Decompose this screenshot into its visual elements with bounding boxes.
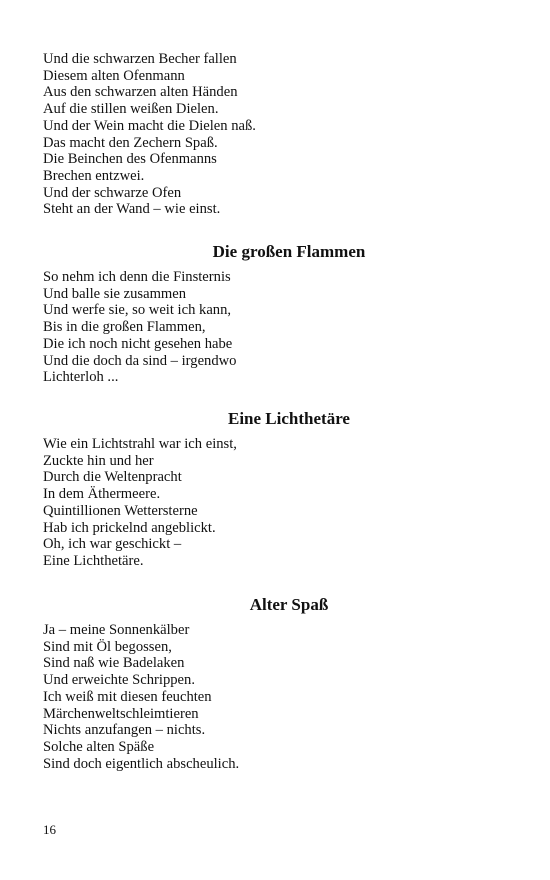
poem-3-stanza — [43, 436, 503, 570]
poem-line: Sind naß wie Badelaken — [43, 655, 185, 672]
poem-line: Und erweichte Schrippen. — [43, 672, 195, 689]
poem-line: Und die doch da sind – irgendwo — [43, 352, 237, 369]
poem-line: Bis in die großen Flammen, — [43, 319, 206, 336]
poem-line: In dem Äthermeere. — [43, 486, 161, 503]
poem-line: Sind doch eigentlich abscheulich. — [43, 755, 240, 772]
poem-line: Brechen entzwei. — [43, 167, 145, 184]
poem-line: Und der schwarze Ofen — [43, 184, 182, 201]
poem-2-stanza — [43, 269, 503, 386]
poem-line: Durch die Weltenpracht — [43, 469, 182, 486]
poem-line: Oh, ich war geschickt – — [43, 536, 182, 553]
poem-line: Wie ein Lichtstrahl war ich einst, — [43, 436, 237, 452]
poem-line: Zuckte hin und her — [43, 452, 154, 469]
poem-line: Sind mit Öl begossen, — [43, 638, 172, 655]
poem-line: Aus den schwarzen alten Händen — [43, 84, 238, 101]
poem-line: Und werfe sie, so weit ich kann, — [43, 302, 232, 319]
poem-line: Diesem alten Ofenmann — [43, 67, 185, 84]
poem-2-title: Die großen Flammen — [212, 242, 366, 261]
page-number: 16 — [43, 822, 56, 837]
poem-line: So nehm ich denn die Finsternis — [43, 269, 231, 285]
poem-line: Die Beinchen des Ofenmanns — [43, 151, 217, 168]
poem-line: Hab ich prickelnd angeblickt. — [43, 519, 216, 536]
poem-line: Ich weiß mit diesen feuchten — [43, 688, 212, 705]
poem-line: Und der Wein macht die Dielen naß. — [43, 117, 256, 134]
poem-4-stanza — [43, 622, 503, 772]
poem-line: Und die schwarzen Becher fallen — [43, 51, 237, 67]
poem-3-title: Eine Lichthetäre — [228, 409, 350, 428]
poem-line: Lichterloh ... — [43, 369, 119, 386]
poem-line: Das macht den Zechern Spaß. — [43, 134, 218, 151]
poem-1-stanza — [43, 51, 503, 218]
poem-line: Quintillionen Wettersterne — [43, 502, 198, 519]
poem-line: Märchenweltschleimtieren — [43, 705, 199, 722]
poem-line: Solche alten Späße — [43, 738, 155, 755]
poem-line: Die ich noch nicht gesehen habe — [43, 335, 233, 352]
poem-4-title: Alter Spaß — [249, 595, 329, 614]
poem-line: Ja – meine Sonnenkälber — [43, 622, 190, 638]
poem-line: Steht an der Wand – wie einst. — [43, 201, 221, 218]
poem-line: Nichts anzufangen – nichts. — [43, 722, 206, 739]
poem-line: Auf die stillen weißen Dielen. — [43, 101, 219, 118]
poem-line: Eine Lichthetäre. — [43, 552, 144, 569]
poem-line: Und balle sie zusammen — [43, 285, 187, 302]
